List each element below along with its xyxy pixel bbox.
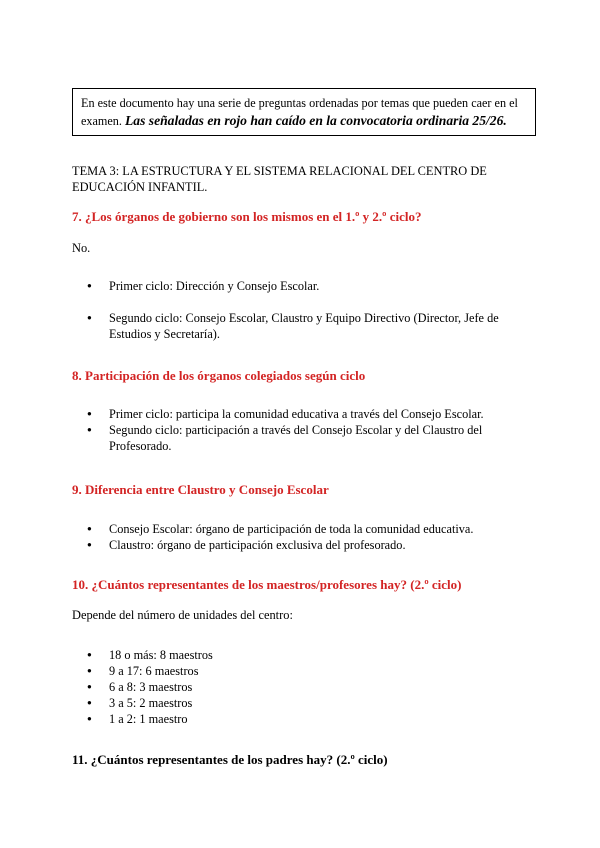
list-item: ● Claustro: órgano de participación exclusiva del profesorado. bbox=[72, 537, 512, 553]
question-9-heading: 9. Diferencia entre Claustro y Consejo Escolar bbox=[72, 482, 329, 497]
question-11-heading: 11. ¿Cuántos representantes de los padres hay? (2.º ciclo) bbox=[72, 752, 388, 767]
list-item: ● Primer ciclo: participa la comunidad educativa a través del Consejo Escolar. bbox=[72, 406, 512, 422]
notice-text: En este documento hay una serie de preguntas ordenadas por temas que pueden caer en el examen. bbox=[81, 96, 518, 128]
question-10-heading: 10. ¿Cuántos representantes de los maestros/profesores hay? (2.º ciclo) bbox=[72, 577, 462, 592]
question-7-list bbox=[72, 278, 512, 342]
question-9-list bbox=[72, 521, 512, 553]
list-item: ● 18 o más: 8 maestros bbox=[72, 647, 512, 663]
notice-emphasis: Las señaladas en rojo han caído en la convocatoria ordinaria 25/26. bbox=[125, 113, 507, 128]
question-8-list bbox=[72, 406, 512, 454]
question-7-heading: 7. ¿Los órganos de gobierno son los mismos en el 1.º y 2.º ciclo? bbox=[72, 209, 422, 224]
list-item: ● 9 a 17: 6 maestros bbox=[72, 663, 512, 679]
notice-box bbox=[72, 88, 536, 136]
list-item: ● Segundo ciclo: Consejo Escolar, Claustro y Equipo Directivo (Director, Jefe de Estudios y Secretaría). bbox=[72, 310, 512, 342]
topic-title: TEMA 3: LA ESTRUCTURA Y EL SISTEMA RELACIONAL DEL CENTRO DE EDUCACIÓN INFANTIL. bbox=[72, 164, 487, 194]
question-10-list bbox=[72, 647, 512, 727]
question-10-answer: Depende del número de unidades del centro: bbox=[72, 608, 293, 622]
list-item: ● Segundo ciclo: participación a través del Consejo Escolar y del Claustro del Profesorado. bbox=[72, 422, 512, 454]
list-item: ● Primer ciclo: Dirección y Consejo Escolar. bbox=[72, 278, 512, 294]
list-item: ● 6 a 8: 3 maestros bbox=[72, 679, 512, 695]
question-8-heading: 8. Participación de los órganos colegiados según ciclo bbox=[72, 368, 366, 383]
list-item: ● 3 a 5: 2 maestros bbox=[72, 695, 512, 711]
list-item: ● 1 a 2: 1 maestro bbox=[72, 711, 512, 727]
question-7-answer: No. bbox=[72, 241, 91, 255]
list-item: ● Consejo Escolar: órgano de participación de toda la comunidad educativa. bbox=[72, 521, 512, 537]
